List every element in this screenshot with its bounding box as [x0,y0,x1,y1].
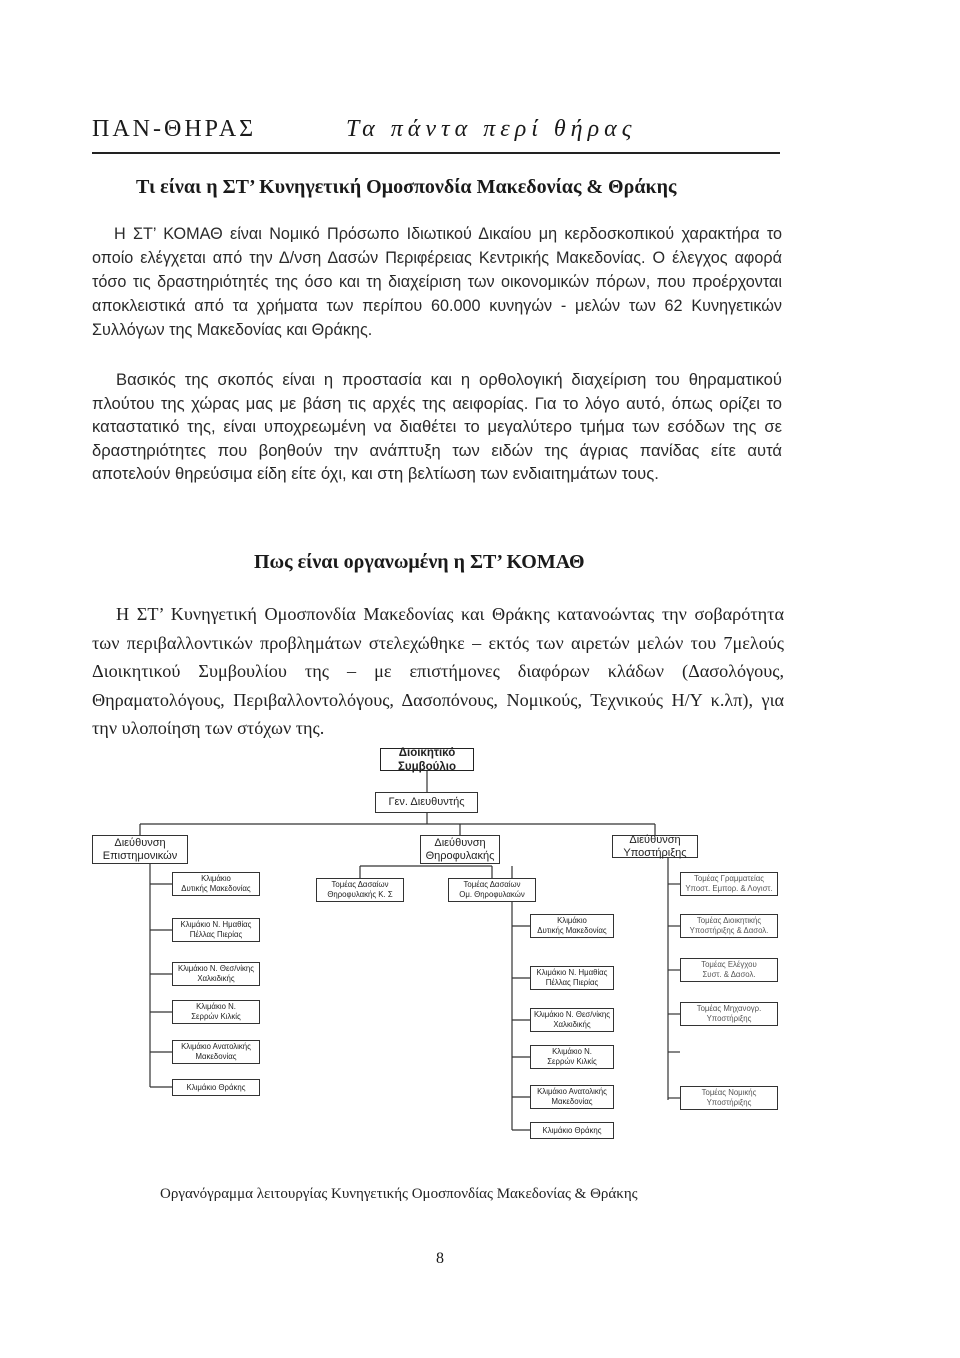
org-box-guard-unit-4: Κλιμάκιο Ν. Σερρών Κιλκίς [530,1045,614,1069]
section-title-what-is: Τι είναι η ΣΤ’ Κυνηγετική Ομοσπονδία Μακεδονίας & Θράκης [136,176,677,198]
org-box-dept-guard: Διεύθυνση Θηροφυλακής [420,835,500,864]
org-box-support-unit-1: Τομέας Γραμματείας Υποστ. Εμπορ. & Λογιστ. [680,872,778,896]
org-box-support-unit-3: Τομέας Ελέγχου Συστ. & Δασολ. [680,958,778,982]
org-box-support-unit-5: Τομέας Νομικής Υποστήριξης [680,1086,778,1110]
org-box-dept-scientific: Διεύθυνση Επιστημονικών [92,835,188,864]
header-subtitle: Τα πάντα περί θήρας [346,116,637,142]
org-box-support-unit-2: Τομέας Διοικητικής Υποστήριξης & Δασολ. [680,914,778,938]
paragraph-organization: Η ΣΤ’ Κυνηγετική Ομοσπονδία Μακεδονίας και Θράκης κατανοώντας την σοβαρότητα των περιβαλλοντικών προβλημάτων στελεχώθηκε – εκτός των αιρετών μελών του 7μελούς Διοικητικού Συμβουλίου της – με επιστήμονες διαφόρων κλάδων (Δασολόγους, Θηραματολόγους, Περιβαλλοντολόγους, Δασοπόνους, Νομικούς, Τεχνικούς Η/Υ κ.λπ), για την υλοποίηση των στόχων της. [92,604,784,738]
org-box-sci-unit-1: Κλιμάκιο Δυτικής Μακεδονίας [172,872,260,896]
org-box-guard-unit-3: Κλιμάκιο Ν. Θεσ/νίκης Χαλκιδικής [530,1008,614,1032]
org-box-sci-unit-3: Κλιμάκιο Ν. Θεσ/νίκης Χαλκιδικής [172,962,260,986]
paragraph-intro: Η ΣΤ’ ΚΟΜΑΘ είναι Νομικό Πρόσωπο Ιδιωτικού Δικαίου μη κερδοσκοπικού χαρακτήρα το οποίο ελέγχεται από την Δ/νση Δασών Περιφέρειας Κεντρικής Μακεδονίας. Ο έλεγχος αφορά τόσο τις δραστηριότητές της όσο και τη διαχείριση των οικονομικών πόρων, που προέρχονται αποκλειστικά από τα χρήματα των περίπου 60.000 κυνηγών - μελών των 62 Κυνηγετικών Συλλόγων της Μακεδονίας και Θράκης. [92,225,782,339]
org-box-guard-unit-5: Κλιμάκιο Ανατολικής Μακεδονίας [530,1085,614,1109]
page-number: 8 [436,1250,444,1267]
org-box-dept-support: Διεύθυνση Υποστήριξης [612,835,698,858]
org-box-guard-unit-2: Κλιμάκιο Ν. Ημαθίας Πέλλας Πιερίας [530,966,614,990]
org-box-board: Διοικητικό Συμβούλιο [380,748,474,771]
header-title: ΠΑΝ-ΘΗΡΑΣ [92,116,257,142]
org-box-sci-unit-2: Κλιμάκιο Ν. Ημαθίας Πέλλας Πιερίας [172,918,260,942]
org-box-sci-unit-6: Κλιμάκιο Θράκης [172,1079,260,1096]
org-box-sci-unit-5: Κλιμάκιο Ανατολικής Μακεδονίας [172,1040,260,1064]
paragraph-purpose: Βασικός της σκοπός είναι η προστασία και η ορθολογική διαχείριση του θηραματικού πλούτου της χώρας μας με βάση τις αρχές της αειφορίας. Για το λόγο αυτό, όπως ορίζει το καταστατικό της, είναι υποχρεωμένη να διαθέτει το μεγαλύτερο τμήμα των εσόδων της σε δραστηριότητες που βοηθούν την ανάπτυξη των ειδών της άγριας πανίδας είτε αυτά αποτελούν θηρεύσιμα είδη είτε όχι, και στη βελτίωση των ενδιαιτημάτων τους. [92,370,782,483]
org-box-guard-unit-6: Κλιμάκιο Θράκης [530,1122,614,1139]
org-box-support-unit-4: Τομέας Μηχανογρ. Υποστήριξης [680,1002,778,1026]
org-box-guard-sector-1: Τομέας Δασαίων Θηροφυλακής Κ. Σ [316,878,404,902]
figure-caption: Οργανόγραμμα λειτουργίας Κυνηγετικής Ομοσπονδίας Μακεδονίας & Θράκης [160,1186,638,1202]
org-box-guard-unit-1: Κλιμάκιο Δυτικής Μακεδονίας [530,914,614,938]
org-box-sci-unit-4: Κλιμάκιο Ν. Σερρών Κιλκίς [172,1000,260,1024]
org-box-general-director: Γεν. Διευθυντής [375,792,478,813]
org-box-guard-sector-2: Τομέας Δασαίων Ομ. Θηροφυλακών [448,878,536,902]
section-title-organization: Πως είναι οργανωμένη η ΣΤ’ ΚΟΜΑΘ [254,551,585,573]
